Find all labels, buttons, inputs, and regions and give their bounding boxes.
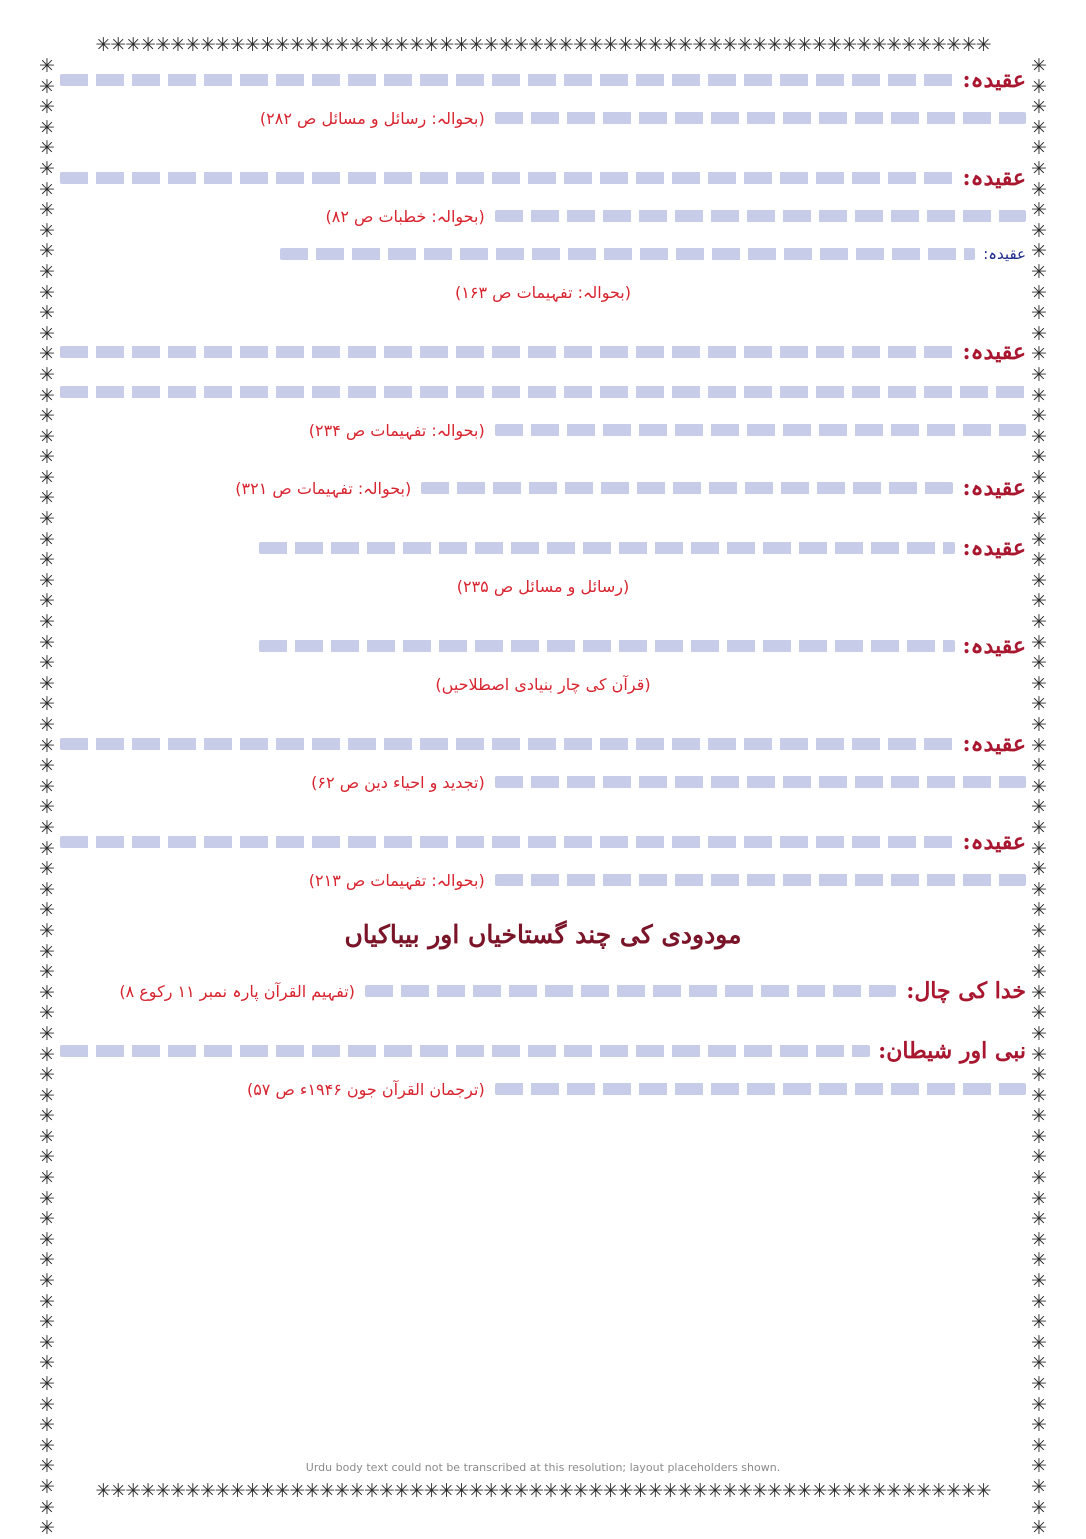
entry-text-placeholder [365, 985, 896, 997]
citation: (بحوالہ: تفہیمات ص ۲۱۳) [308, 870, 485, 890]
entry-9 [60, 973, 1026, 1009]
subhead-label: خدا کی چال: [906, 978, 1026, 1004]
section-title: مودودی کی چند گستاخیاں اور بیباکیاں [344, 920, 742, 949]
entry-label: عقیدہ: [962, 633, 1026, 659]
entry-text-placeholder [280, 248, 976, 260]
entry-label: عقیدہ: [962, 829, 1026, 855]
citation: (بحوالہ: خطبات ص ۸۲) [325, 206, 485, 226]
entry-text-placeholder [495, 112, 1026, 124]
entry-text-placeholder [60, 1045, 870, 1057]
citation: (ترجمان القرآن جون ۱۹۴۶ء ص ۵۷) [246, 1079, 485, 1099]
entry-label: عقیدہ: [962, 535, 1026, 561]
entry-text-placeholder [259, 542, 955, 554]
citation: (بحوالہ: تفہیمات ص ۲۳۴) [308, 420, 485, 440]
entry-6 [60, 626, 1026, 702]
entry-text-placeholder [60, 386, 1026, 398]
entry-text-placeholder [60, 74, 955, 86]
citation: (بحوالہ: تفہیمات ص ۱۶۳) [455, 282, 631, 302]
entry-text-placeholder [60, 172, 955, 184]
citation: (قرآن کی چار بنیادی اصطلاحیں) [435, 674, 651, 694]
entry-text-placeholder [259, 640, 955, 652]
border-left: ✳✳✳✳✳✳✳✳✳✳✳✳✳✳✳✳✳✳✳✳✳✳✳✳✳✳✳✳✳✳✳✳✳✳✳✳✳✳✳✳✳✳✳✳✳✳✳✳✳✳✳✳✳✳✳✳✳✳✳✳✳✳✳✳✳✳✳✳✳✳✳✳ [39, 55, 55, 1539]
border-top: ✳✳✳✳✳✳✳✳✳✳✳✳✳✳✳✳✳✳✳✳✳✳✳✳✳✳✳✳✳✳✳✳✳✳✳✳✳✳✳✳✳✳✳✳✳✳✳✳✳✳✳✳✳✳✳✳✳✳✳✳ [95, 34, 991, 56]
entry-text-placeholder [495, 874, 1026, 886]
entry-label: عقیدہ: [962, 339, 1026, 365]
entry-text-placeholder [495, 424, 1026, 436]
citation: (بحوالہ: تفہیمات ص ۳۲۱) [235, 478, 412, 498]
subhead-label: نبی اور شیطان: [878, 1038, 1026, 1064]
entry-text-placeholder [495, 1083, 1026, 1095]
page-content [60, 60, 1026, 1476]
entry-text-placeholder [421, 482, 952, 494]
citation: (تجدید و احیاء دین ص ۶۲) [311, 772, 485, 792]
entry-text-placeholder [495, 776, 1026, 788]
entry-text-placeholder [60, 738, 955, 750]
entry-8 [60, 822, 1026, 898]
entry-10 [60, 1031, 1026, 1107]
entry-label: عقیدہ: [962, 475, 1026, 501]
entry-text-placeholder [60, 346, 955, 358]
citation: (رسائل و مسائل ص ۲۳۵) [456, 576, 630, 596]
entry-label-plain: عقیدہ: [983, 245, 1026, 263]
entry-label: عقیدہ: [962, 67, 1026, 93]
border-bottom: ✳✳✳✳✳✳✳✳✳✳✳✳✳✳✳✳✳✳✳✳✳✳✳✳✳✳✳✳✳✳✳✳✳✳✳✳✳✳✳✳✳✳✳✳✳✳✳✳✳✳✳✳✳✳✳✳✳✳✳✳ [95, 1480, 991, 1502]
entry-text-placeholder [60, 836, 955, 848]
entry-1 [60, 60, 1026, 136]
entry-5 [60, 528, 1026, 604]
entry-3 [60, 332, 1026, 448]
citation: (تفہیم القرآن پارہ نمبر ۱۱ رکوع ۸) [119, 981, 355, 1001]
transcription-note: Urdu body text could not be transcribed at this resolution; layout placeholders shown. [305, 1461, 781, 1474]
border-right: ✳✳✳✳✳✳✳✳✳✳✳✳✳✳✳✳✳✳✳✳✳✳✳✳✳✳✳✳✳✳✳✳✳✳✳✳✳✳✳✳✳✳✳✳✳✳✳✳✳✳✳✳✳✳✳✳✳✳✳✳✳✳✳✳✳✳✳✳✳✳✳✳ [1031, 55, 1047, 1539]
entry-7 [60, 724, 1026, 800]
entry-label: عقیدہ: [962, 731, 1026, 757]
entry-2 [60, 158, 1026, 310]
citation: (بحوالہ: رسائل و مسائل ص ۲۸۲) [259, 108, 485, 128]
entry-label: عقیدہ: [962, 165, 1026, 191]
entry-4 [60, 470, 1026, 506]
entry-text-placeholder [495, 210, 1026, 222]
